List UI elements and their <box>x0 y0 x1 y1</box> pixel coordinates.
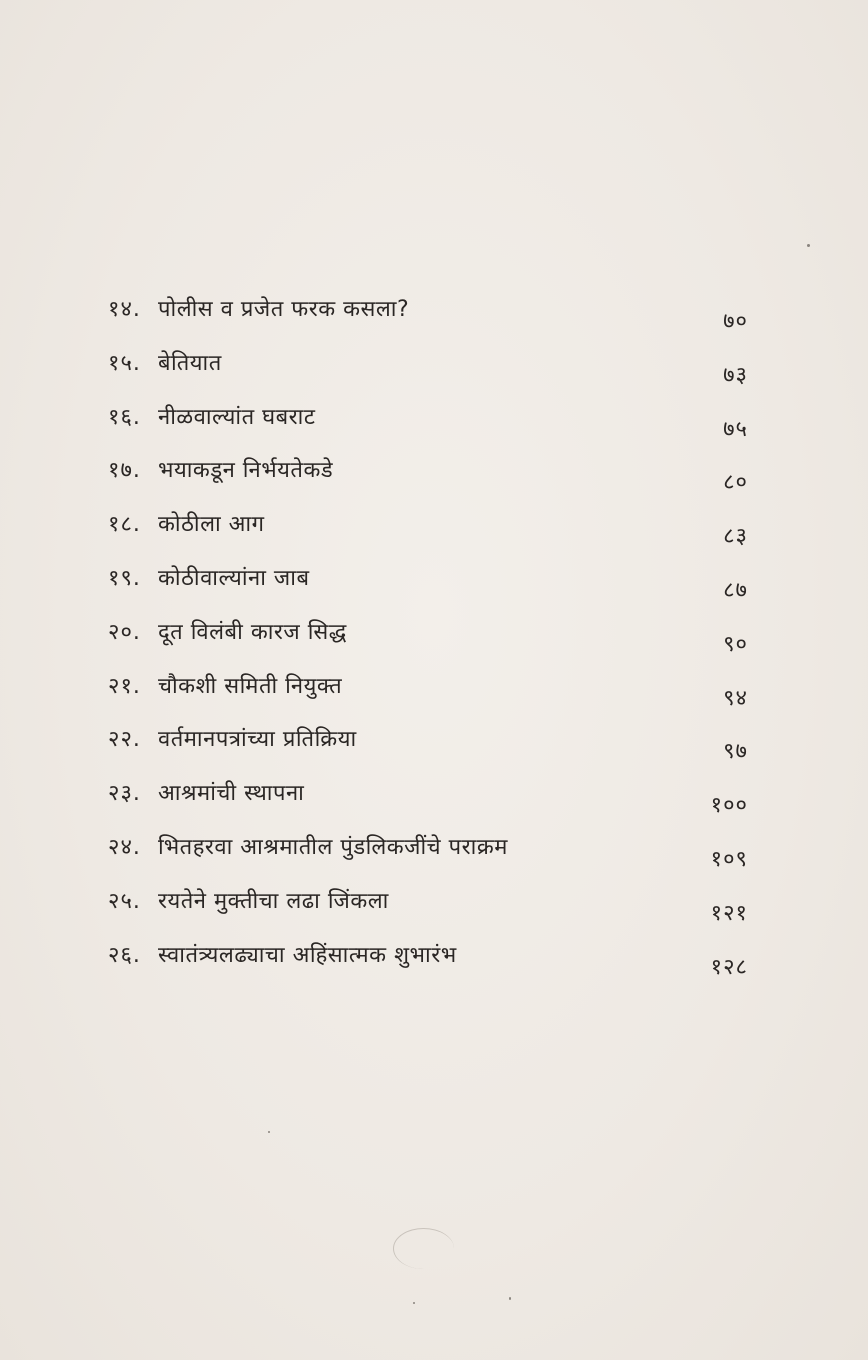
entry-page-number: १२८ <box>710 954 748 980</box>
toc-entry <box>108 828 748 882</box>
entry-title: आश्रमांची स्थापना <box>158 781 305 807</box>
entry-number: २१. <box>108 673 141 699</box>
entry-page-number: ९७ <box>723 739 748 765</box>
toc-entry <box>108 398 748 452</box>
entry-title: पोलीस व प्रजेत फरक कसला? <box>158 297 410 322</box>
toc-entry <box>108 720 748 774</box>
entry-page-number: १०९ <box>710 846 748 872</box>
entry-title: नीळवाल्यांत घबराट <box>158 404 316 430</box>
toc-entry <box>108 936 748 990</box>
entry-number: १८. <box>108 512 141 538</box>
toc-entry <box>108 559 748 613</box>
entry-page-number: ७० <box>723 309 748 334</box>
entry-number: १६. <box>108 404 141 430</box>
toc-entry <box>108 505 748 559</box>
entry-page-number: ९४ <box>723 685 748 711</box>
paper-speck <box>509 1297 511 1300</box>
entry-title: स्वातंत्र्यलढ्याचा अहिंसात्मक शुभारंभ <box>158 942 457 968</box>
toc-entry <box>108 613 748 667</box>
entry-page-number: ८७ <box>723 577 748 603</box>
entry-title: वर्तमानपत्रांच्या प्रतिक्रिया <box>158 727 357 753</box>
entry-title: रयतेने मुक्तीचा लढा जिंकला <box>158 888 389 914</box>
entry-number: २३. <box>108 781 141 807</box>
entry-title: कोठीवाल्यांना जाब <box>158 565 310 591</box>
entry-number: २०. <box>108 619 141 645</box>
paper-speck <box>268 1131 270 1133</box>
entry-page-number: १२१ <box>710 900 748 926</box>
entry-title: बेतियात <box>158 350 222 376</box>
toc-entry <box>108 344 748 398</box>
entry-title: दूत विलंबी कारज सिद्ध <box>158 619 347 645</box>
table-of-contents <box>108 290 748 989</box>
toc-entry <box>108 667 748 721</box>
entry-number: १४. <box>108 297 141 322</box>
entry-number: २२. <box>108 727 141 753</box>
entry-number: १९. <box>108 565 141 591</box>
entry-page-number: ८३ <box>723 524 748 550</box>
entry-number: १५. <box>108 350 141 376</box>
entry-title: चौकशी समिती नियुक्त <box>158 673 343 699</box>
toc-entry <box>108 290 748 344</box>
entry-number: २५. <box>108 888 141 914</box>
paper-speck <box>413 1302 415 1304</box>
entry-page-number: ७३ <box>723 362 748 388</box>
entry-title: भयाकडून निर्भयतेकडे <box>158 458 334 484</box>
entry-number: १७. <box>108 458 141 484</box>
entry-page-number: ९० <box>723 631 748 657</box>
paper-speck <box>807 244 810 247</box>
toc-entry <box>108 882 748 936</box>
entry-page-number: १०० <box>710 793 748 819</box>
paper-smudge <box>393 1228 454 1269</box>
entry-page-number: ७५ <box>723 416 748 442</box>
entry-title: भितहरवा आश्रमातील पुंडलिकजींचे पराक्रम <box>158 834 508 860</box>
toc-entry <box>108 774 748 828</box>
entry-number: २६. <box>108 942 141 968</box>
entry-number: २४. <box>108 834 141 860</box>
entry-page-number: ८० <box>723 470 748 496</box>
toc-entry <box>108 451 748 505</box>
entry-title: कोठीला आग <box>158 512 265 538</box>
